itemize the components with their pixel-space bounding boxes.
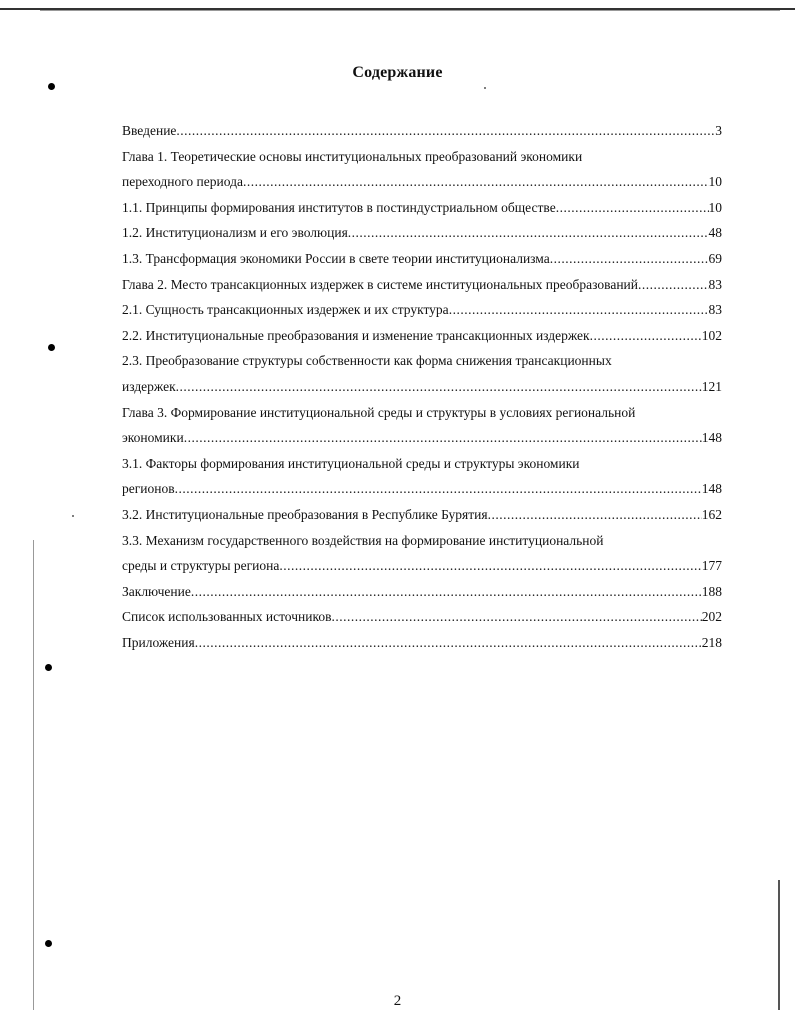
toc-entry (122, 374, 722, 400)
toc-entry-page: 48 (708, 225, 722, 241)
toc-entry-page: 188 (701, 583, 722, 599)
toc-entry (122, 425, 722, 451)
toc-dot-leader (331, 604, 701, 630)
toc-entry (122, 604, 722, 630)
toc-dot-leader (176, 118, 715, 144)
toc-entry-page: 83 (708, 276, 722, 292)
toc-dot-leader (590, 323, 702, 349)
binding-hole-mark (45, 664, 52, 671)
toc-dot-leader (348, 220, 709, 246)
toc-entry-title: издержек (122, 378, 176, 394)
toc-entry-heading-line: 3.1. Факторы формирования институциональной среды и структуры экономики (122, 455, 580, 471)
binding-hole-mark (48, 83, 55, 90)
binding-hole-mark (45, 940, 52, 947)
toc-dot-leader (488, 502, 702, 528)
toc-entry-heading-line: 2.3. Преобразование структуры собственности как форма снижения трансакционных (122, 353, 612, 369)
toc-entry (122, 553, 722, 579)
toc-entry-heading-line: Глава 3. Формирование институциональной среды и структуры в условиях региональной (122, 404, 636, 420)
toc-entry-page: 218 (701, 634, 722, 650)
toc-entry-page: 69 (708, 250, 722, 266)
toc-dot-leader (279, 553, 701, 579)
toc-entry-page: 102 (701, 327, 722, 343)
toc-entry-title: Введение (122, 123, 177, 138)
toc-entry-title: 1.3. Трансформация экономики России в свете теории институционализма (122, 250, 550, 266)
scan-right-edge (778, 880, 780, 1010)
toc-entry (122, 169, 722, 195)
toc-entry (122, 195, 722, 221)
toc-entry-title: переходного периода (122, 174, 243, 190)
binding-hole-mark (48, 344, 55, 351)
toc-dot-leader (184, 425, 702, 451)
toc-entry-page: 148 (701, 481, 722, 497)
page-title: Содержание (352, 64, 443, 81)
toc-entry-page: 177 (701, 558, 722, 574)
toc-entry-page: 162 (701, 506, 722, 522)
toc-entry (122, 246, 722, 272)
toc-entry-title: Приложения (122, 634, 195, 650)
toc-dot-leader (175, 476, 702, 502)
toc-entry (122, 297, 722, 323)
table-of-contents (122, 118, 722, 655)
toc-entry-title: Заключение (122, 583, 191, 599)
scan-left-edge (33, 540, 34, 1010)
toc-dot-leader (556, 195, 709, 221)
toc-entry-page: 10 (708, 174, 722, 190)
scan-speck (72, 515, 74, 517)
toc-entry-title: 1.2. Институционализм и его эволюция (122, 225, 348, 241)
toc-dot-leader (176, 374, 702, 400)
toc-dot-leader (638, 272, 709, 298)
toc-entry-page: 121 (701, 378, 722, 394)
toc-entry (122, 502, 722, 528)
toc-dot-leader (449, 297, 709, 323)
page-number: 2 (393, 993, 402, 1009)
toc-entry-title: Список использованных источников (122, 609, 332, 625)
toc-entry (122, 220, 722, 246)
toc-entry-title: регионов (122, 481, 175, 497)
toc-entry-title: 2.1. Сущность трансакционных издержек и их структура (122, 302, 449, 318)
toc-entry-heading-line: 3.3. Механизм государственного воздействия на формирование институциональной (122, 532, 604, 548)
toc-entry (122, 579, 722, 605)
toc-entry-title: среды и структуры региона (122, 558, 280, 574)
scan-speck (484, 87, 486, 89)
toc-entry-page: 83 (708, 302, 722, 318)
toc-entry (122, 323, 722, 349)
toc-entry-title: 3.2. Институциональные преобразования в Республике Бурятия (122, 506, 488, 522)
toc-entry (122, 118, 722, 144)
toc-dot-leader (195, 630, 702, 656)
toc-entry-page: 3 (715, 123, 722, 138)
toc-dot-leader (550, 246, 709, 272)
toc-entry-page: 202 (701, 609, 722, 625)
toc-entry-page: 10 (708, 199, 722, 215)
toc-entry (122, 630, 722, 656)
toc-dot-leader (243, 169, 709, 195)
toc-entry-title: Глава 2. Место трансакционных издержек в системе институциональных преобразований (122, 276, 638, 292)
scan-top-border-inner (40, 10, 780, 11)
toc-entry (122, 476, 722, 502)
toc-dot-leader (191, 579, 702, 605)
toc-entry-page: 148 (701, 430, 722, 446)
toc-entry-title: 1.1. Принципы формирования институтов в постиндустриальном обществе (122, 199, 556, 215)
toc-entry-heading-line: Глава 1. Теоретические основы институциональных преобразований экономики (122, 148, 583, 164)
toc-entry (122, 272, 722, 298)
toc-entry-title: 2.2. Институциональные преобразования и изменение трансакционных издержек (122, 327, 590, 343)
toc-entry-title: экономики (122, 430, 184, 446)
